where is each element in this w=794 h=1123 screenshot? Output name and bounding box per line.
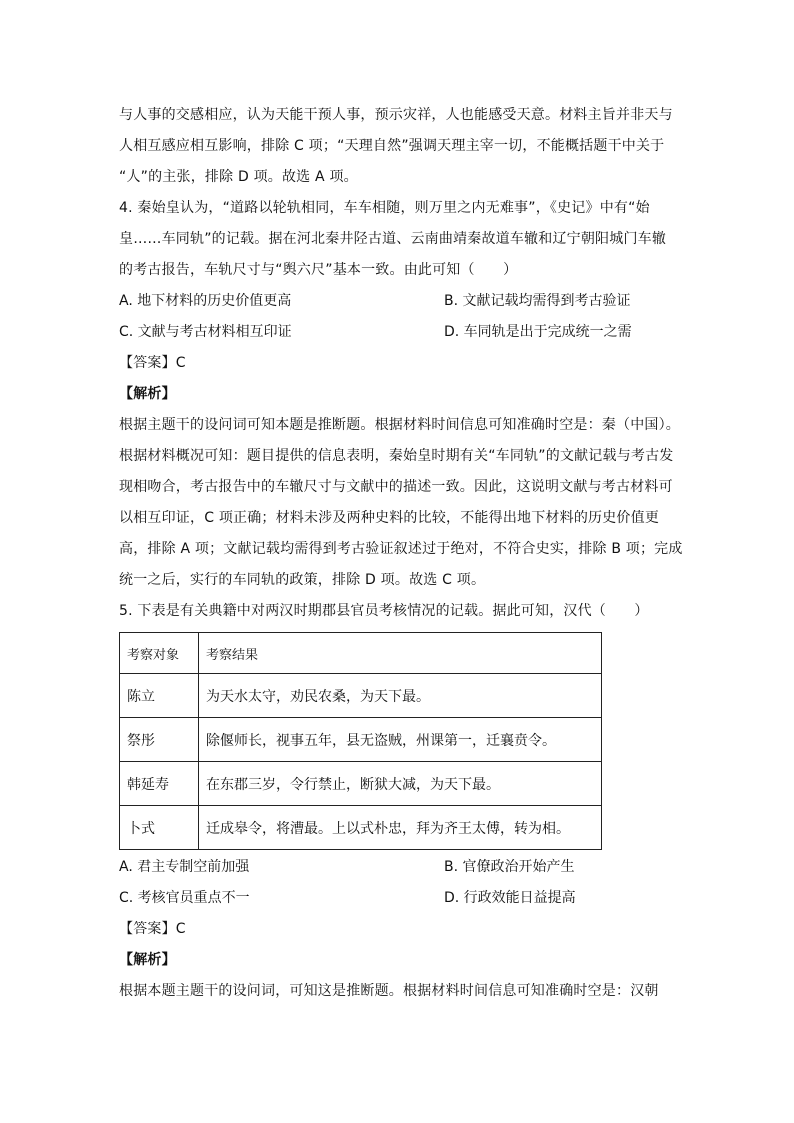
analysis-line: 根据材料概况可知：题目提供的信息表明，秦始皇时期有关“车同轨”的文献记载与考古发 (119, 448, 674, 464)
option-d: D. 车同轨是出于完成统一之需 (444, 324, 632, 340)
table-row (120, 806, 602, 850)
option-b: B. 文献记载均需得到考古验证 (444, 293, 631, 309)
option-row (119, 286, 679, 317)
table-cell-subject: 祭彤 (120, 718, 199, 762)
option-row (119, 317, 679, 348)
question-5 (119, 596, 679, 1007)
question-stem-line: 5. 下表是有关典籍中对两汉时期郡县官员考核情况的记载。据此可知，汉代（ ） (119, 603, 649, 619)
answer-label: 【答案】C (119, 921, 186, 937)
analysis-title: 【解析】 (119, 952, 176, 968)
table-cell-subject: 韩延寿 (120, 762, 199, 806)
table-row (120, 674, 602, 718)
table-cell-result: 除偃师长，视事五年，县无盗贼，州课第一，迁襄贲令。 (199, 718, 602, 762)
document-page (119, 100, 683, 1007)
analysis-line: 以相互印证，C 项正确；材料未涉及两种史料的比较，不能得出地下材料的历史价值更 (119, 510, 660, 526)
question-stem-line: 皇……车同轨”的记载。据在河北秦井陉古道、云南曲靖秦故道车辙和辽宁朝阳城门车辙 (119, 231, 667, 247)
analysis-line: 高，排除 A 项；文献记载均需得到考古验证叙述过于绝对，不符合史实，排除 B 项；完成 (119, 541, 683, 557)
text-line: “人”的主张，排除 D 项。故选 A 项。 (119, 169, 358, 185)
question-stem-line: 的考古报告，车轨尺寸与“舆六尺”基本一致。由此可知（ ） (119, 262, 518, 278)
option-a: A. 君主专制空前加强 (119, 859, 250, 875)
prev-explanation (119, 100, 679, 193)
table-header-cell: 考察对象 (120, 633, 199, 674)
analysis-line: 根据主题干的设问词可知本题是推断题。根据材料时间信息可知准确时空是：秦（中国）。 (119, 417, 680, 433)
table-cell-result: 为天水太守，劝民农桑，为天下最。 (199, 674, 602, 718)
analysis-line: 统一之后，实行的车同轨的政策，排除 D 项。故选 C 项。 (119, 572, 486, 588)
table-header-cell: 考察结果 (199, 633, 602, 674)
table-cell-result: 在东郡三岁，令行禁止，断狱大减，为天下最。 (199, 762, 602, 806)
option-row (119, 883, 679, 914)
analysis-line: 根据本题主题干的设问词，可知这是推断题。根据材料时间信息可知准确时空是：汉朝 (119, 983, 659, 999)
option-d: D. 行政效能日益提高 (444, 890, 576, 906)
option-row (119, 852, 679, 883)
text-line: 与人事的交感相应，认为天能干预人事，预示灾祥，人也能感受天意。材料主旨并非天与 (119, 107, 673, 123)
table-cell-subject: 卜式 (120, 806, 199, 850)
answer-label: 【答案】C (119, 355, 186, 371)
analysis-line: 现相吻合，考古报告中的车辙尺寸与文献中的描述一致。因此，这说明文献与考古材料可 (119, 479, 673, 495)
table-cell-result: 迁成皋令，将漕最。上以式朴忠，拜为齐王太傅，转为相。 (199, 806, 602, 850)
table-row (120, 762, 602, 806)
option-a: A. 地下材料的历史价值更高 (119, 293, 292, 309)
table-row (120, 718, 602, 762)
option-c: C. 文献与考古材料相互印证 (119, 324, 292, 340)
option-c: C. 考核官员重点不一 (119, 890, 250, 906)
option-b: B. 官僚政治开始产生 (444, 859, 575, 875)
table-cell-subject: 陈立 (120, 674, 199, 718)
table-header-row (120, 633, 602, 674)
text-line: 人相互感应相互影响，排除 C 项；“天理自然”强调天理主宰一切，不能概括题干中关于 (119, 138, 665, 154)
analysis-title: 【解析】 (119, 386, 176, 402)
question-4 (119, 193, 683, 596)
records-table (119, 632, 602, 850)
question-stem-line: 4. 秦始皇认为，“道路以轮轨相同，车车相随，则万里之内无难事”，《史记》中有“始 (119, 200, 650, 216)
